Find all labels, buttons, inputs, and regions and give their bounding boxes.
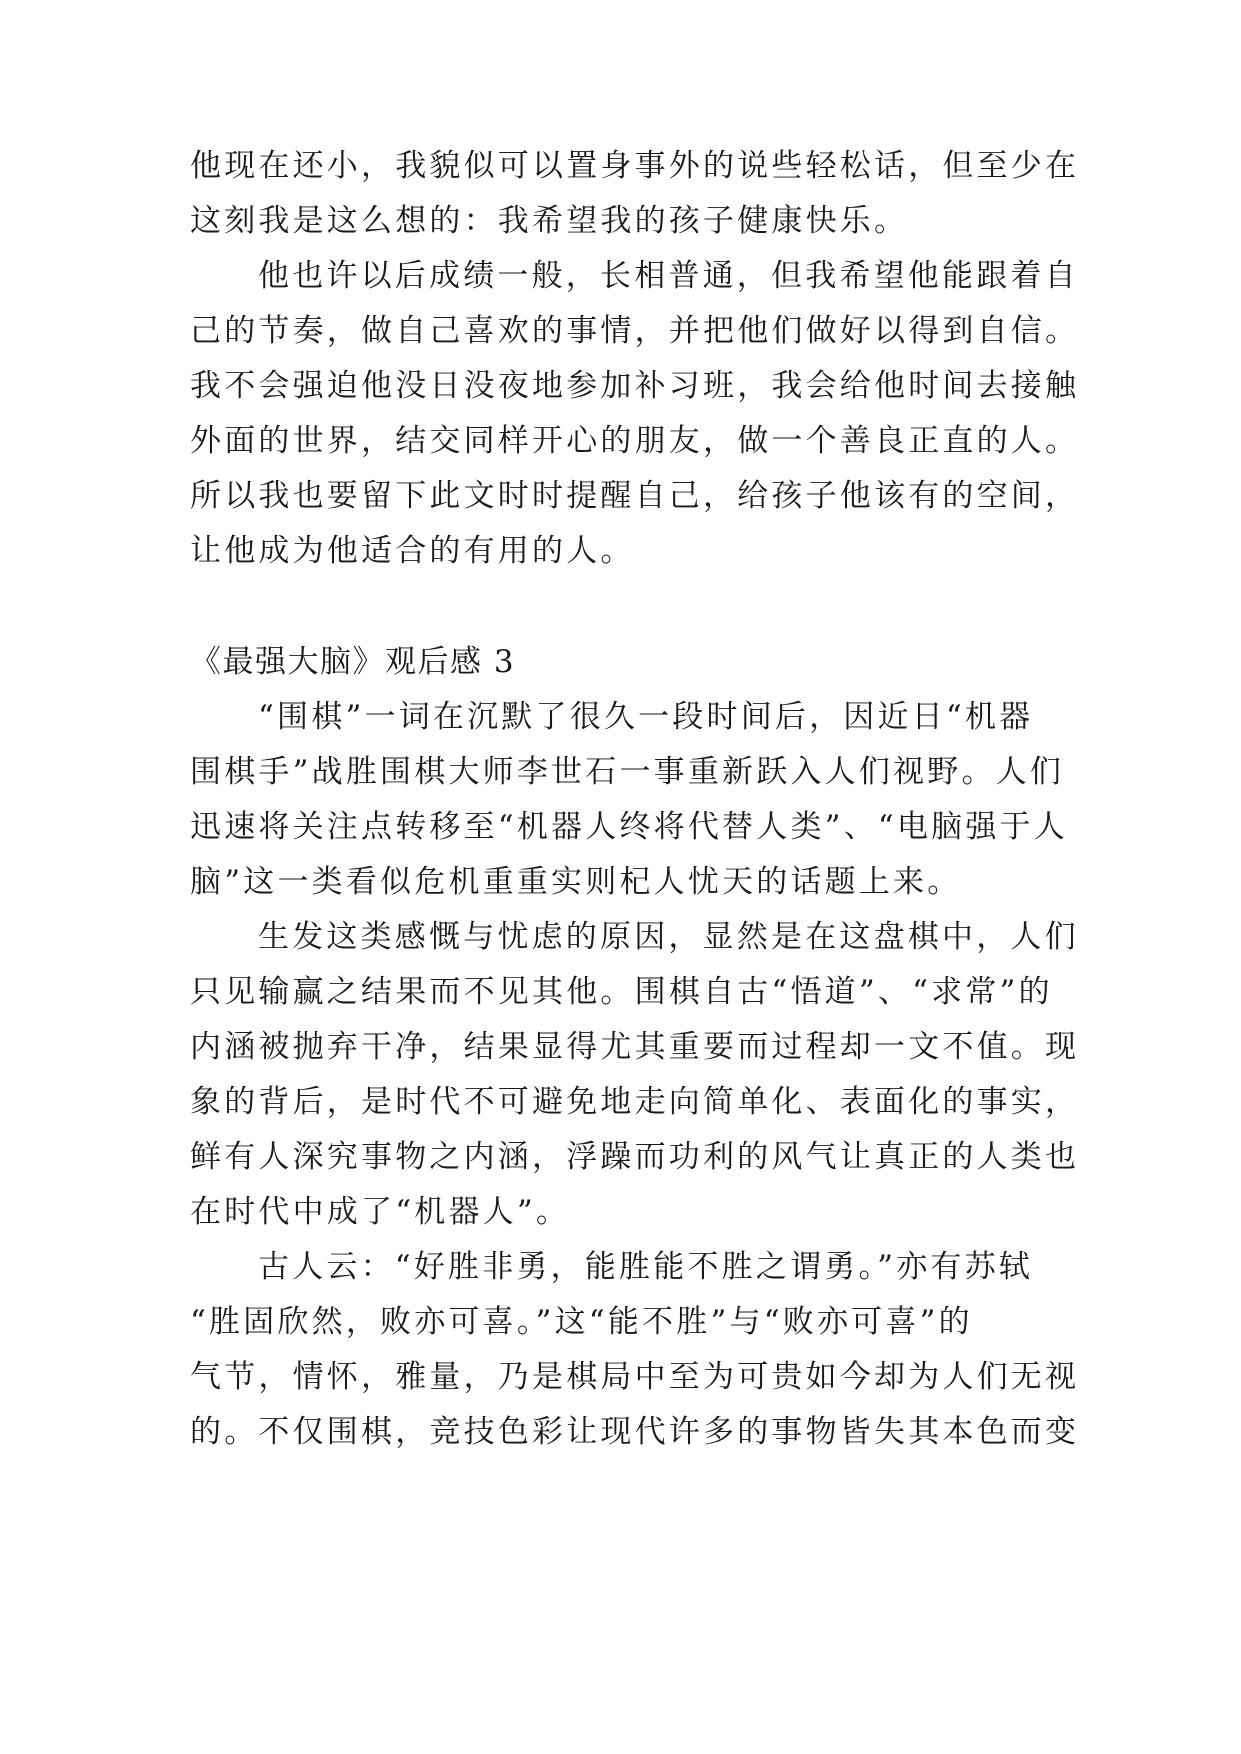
paragraph-5-line-3: 气节，情怀，雅量，乃是棋局中至为可贵如今却为人们无视 <box>190 1359 1080 1395</box>
paragraph-1-line-2: 这刻我是这么想的：我希望我的孩子健康快乐。 <box>190 203 909 239</box>
paragraph-2-line-1: 他也许以后成绩一般，长相普通，但我希望他能跟着自 <box>258 258 1079 294</box>
paragraph-4-line-1: 生发这类感慨与忧虑的原因，显然是在这盘棋中，人们 <box>258 919 1079 955</box>
paragraph-4-line-6: 在时代中成了“机器人”。 <box>190 1194 571 1230</box>
paragraph-3-line-1: “围棋”一词在沉默了很久一段时间后，因近日“机器 <box>258 699 1034 735</box>
paragraph-2-line-5: 所以我也要留下此文时时提醒自己，给孩子他该有的空间， <box>190 478 1080 514</box>
paragraph-1-line-1: 他现在还小，我貌似可以置身事外的说些轻松话，但至少在 <box>190 148 1080 184</box>
section-heading: 《最强大脑》观后感 3 <box>190 644 516 680</box>
paragraph-5-line-2: “胜固欣然，败亦可喜。”这“能不胜”与“败亦可喜”的 <box>190 1304 973 1340</box>
paragraph-4-line-2: 只见输赢之结果而不见其他。围棋自古“悟道”、“求常”的 <box>190 974 1053 1010</box>
paragraph-4-line-4: 象的背后，是时代不可避免地走向简单化、表面化的事实， <box>190 1084 1080 1120</box>
paragraph-2-line-6: 让他成为他适合的有用的人。 <box>190 533 635 569</box>
paragraph-2-line-4: 外面的世界，结交同样开心的朋友，做一个善良正直的人。 <box>190 423 1080 459</box>
paragraph-3-line-4: 脑”这一类看似危机重重实则杞人忧天的话题上来。 <box>190 864 962 900</box>
paragraph-4-line-5: 鲜有人深究事物之内涵，浮躁而功利的风气让真正的人类也 <box>190 1139 1080 1175</box>
paragraph-2-line-2: 己的节奏，做自己喜欢的事情，并把他们做好以得到自信。 <box>190 313 1080 349</box>
paragraph-5-line-4: 的。不仅围棋，竞技色彩让现代许多的事物皆失其本色而变 <box>190 1414 1080 1450</box>
paragraph-5-line-1: 古人云：“好胜非勇，能胜能不胜之谓勇。”亦有苏轼 <box>258 1249 1033 1285</box>
paragraph-3-line-3: 迅速将关注点转移至“机器人终将代替人类”、“电脑强于人 <box>190 809 1068 845</box>
paragraph-2-line-3: 我不会强迫他没日没夜地参加补习班，我会给他时间去接触 <box>190 368 1080 404</box>
paragraph-4-line-3: 内涵被抛弃干净，结果显得尤其重要而过程却一文不值。现 <box>190 1029 1080 1065</box>
paragraph-3-line-2: 围棋手”战胜围棋大师李世石一事重新跃入人们视野。人们 <box>190 754 1065 790</box>
